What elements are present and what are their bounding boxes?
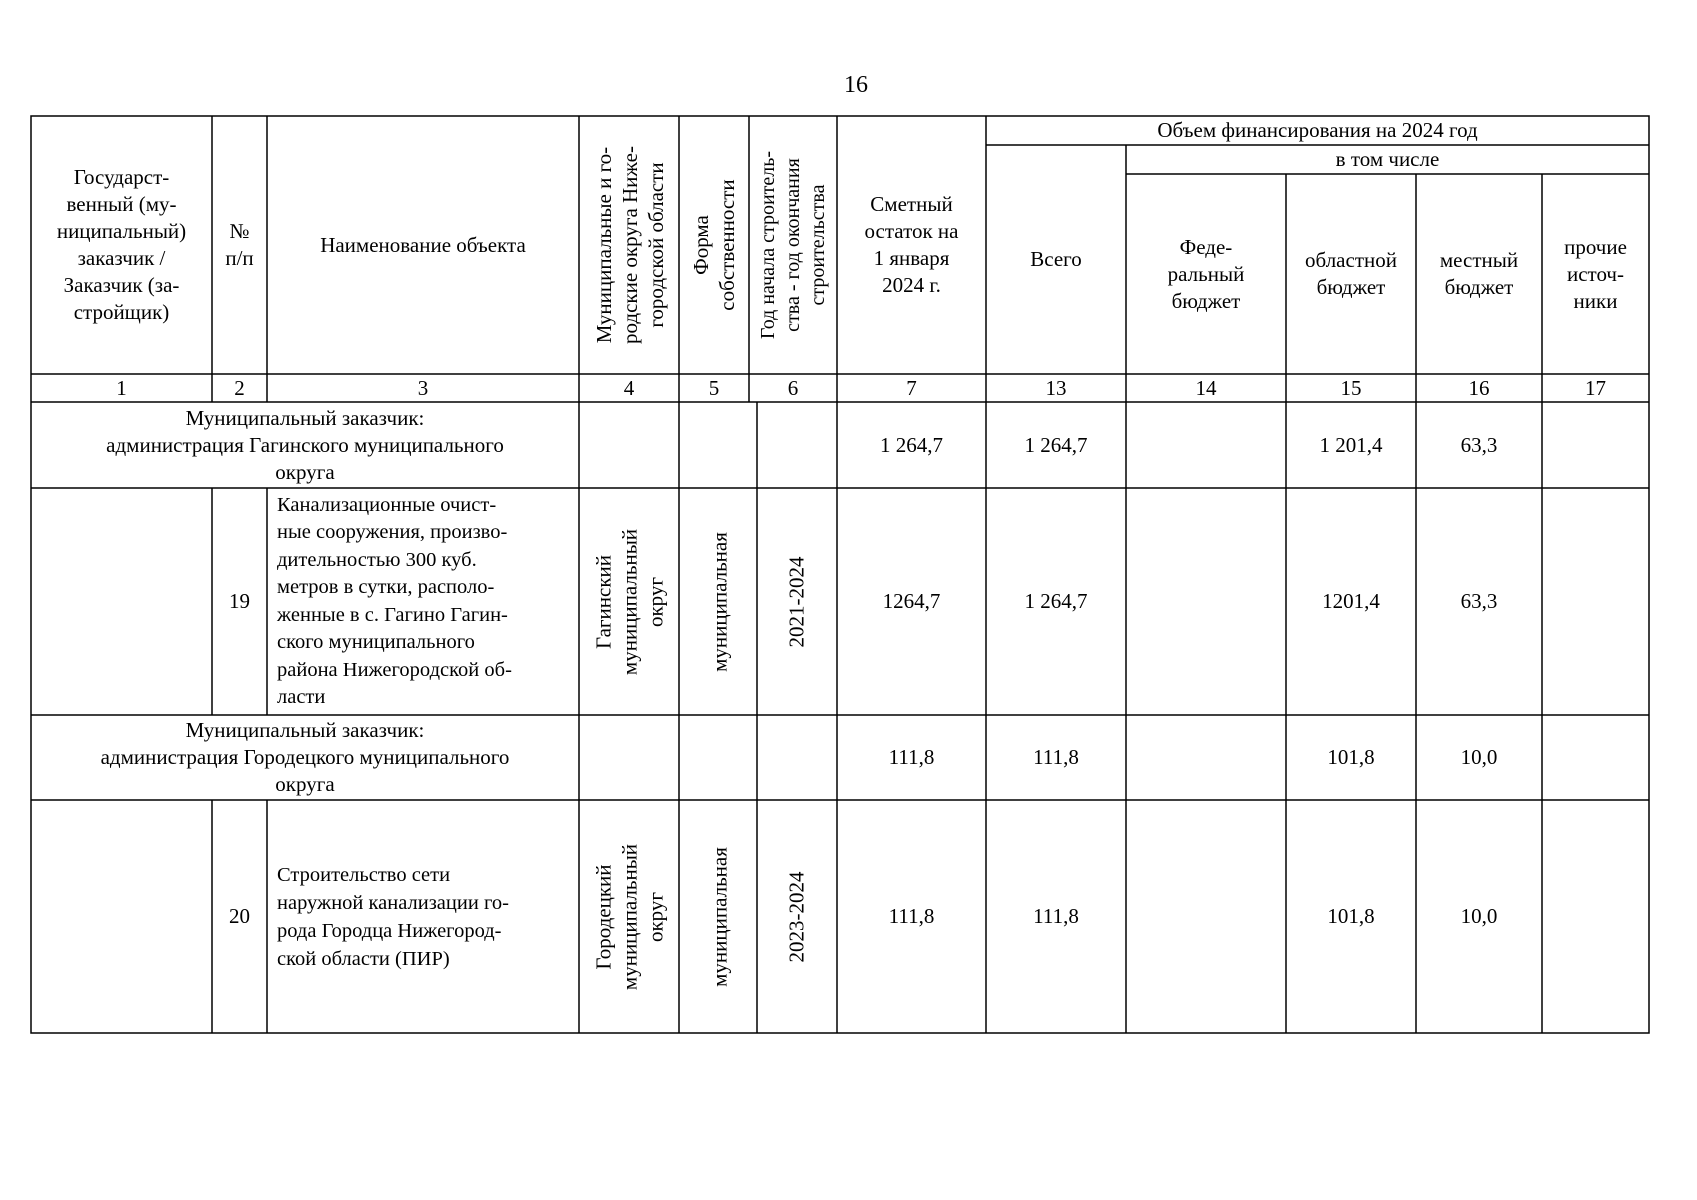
column-number: 6 xyxy=(787,376,799,400)
estimated-remainder-cell: 1 264,7 xyxy=(880,432,943,457)
page-number: 16 xyxy=(844,72,868,98)
object-name-cell: Строительство сети наружной канализации го- рода Городца Нижегород- ской области (ПИР) xyxy=(277,863,509,970)
estimated-remainder-cell: 111,8 xyxy=(888,745,935,769)
total-cell: 1 264,7 xyxy=(1024,432,1088,457)
header-object-name: Наименование объекта xyxy=(320,232,526,257)
header-construction-years: Год начала строитель- ства - год окончания строительства xyxy=(756,150,829,340)
header-local-budget: местный бюджет xyxy=(1439,248,1519,299)
column-number: 5 xyxy=(708,376,720,400)
object-number-cell: 20 xyxy=(229,904,250,928)
ownership-cell: муниципальная xyxy=(707,847,732,987)
regional-budget-cell: 1201,4 xyxy=(1322,589,1380,613)
years-cell: 2021-2024 xyxy=(784,556,809,648)
header-number: № п/п xyxy=(225,219,254,270)
regional-budget-cell: 1 201,4 xyxy=(1319,432,1383,457)
header-including: в том числе xyxy=(1335,147,1440,171)
local-budget-cell: 63,3 xyxy=(1460,589,1498,613)
object-name-cell: Канализационные очист- ные сооружения, произво- дительностью 300 куб. метров в сутки, располо- женные в с. Гагино Гагин- ского муниципального района Нижегородской об- ласти xyxy=(277,493,512,708)
regional-budget-cell: 101,8 xyxy=(1327,745,1375,769)
header-regional-budget: областной бюджет xyxy=(1305,248,1397,299)
column-number: 3 xyxy=(417,376,429,400)
local-budget-cell: 63,3 xyxy=(1460,432,1498,457)
column-number: 4 xyxy=(623,376,635,400)
object-number-cell: 19 xyxy=(229,589,250,613)
header-district: Муниципальные и го- родские округа Ниже- городской области xyxy=(592,146,668,344)
years-cell: 2023-2024 xyxy=(784,871,809,963)
column-number: 1 xyxy=(116,376,127,400)
column-number: 2 xyxy=(234,376,245,400)
district-cell: Гагинский муниципальный округ xyxy=(591,528,668,676)
customer-group-label: Муниципальный заказчик: администрация Городецкого муниципального округа xyxy=(100,718,510,796)
column-number: 15 xyxy=(1340,376,1362,400)
header-total: Всего xyxy=(1030,247,1082,271)
column-number: 16 xyxy=(1468,376,1490,400)
header-customer: Государст- венный (му- ниципальный) заказчик / Заказчик (за- стройщик) xyxy=(56,165,187,324)
header-estimated-remainder: Сметный остаток на 1 января 2024 г. xyxy=(864,192,959,297)
local-budget-cell: 10,0 xyxy=(1460,745,1498,769)
regional-budget-cell: 101,8 xyxy=(1327,904,1375,928)
header-ownership: Форма собственности xyxy=(689,179,739,311)
district-cell: Городецкий муниципальный округ xyxy=(591,843,668,991)
local-budget-cell: 10,0 xyxy=(1460,904,1498,928)
column-number: 17 xyxy=(1585,376,1606,400)
column-number: 14 xyxy=(1195,376,1217,400)
header-federal-budget: Феде- ральный бюджет xyxy=(1167,234,1245,313)
ownership-cell: муниципальная xyxy=(707,532,732,672)
estimated-remainder-cell: 1264,7 xyxy=(882,589,941,613)
column-number: 13 xyxy=(1045,376,1067,400)
column-number: 7 xyxy=(906,376,917,400)
total-cell: 1 264,7 xyxy=(1024,589,1088,613)
total-cell: 111,8 xyxy=(1033,904,1079,928)
estimated-remainder-cell: 111,8 xyxy=(888,904,935,928)
customer-group-label: Муниципальный заказчик: администрация Гагинского муниципального округа xyxy=(106,405,504,484)
total-cell: 111,8 xyxy=(1033,745,1079,769)
header-funding-group: Объем финансирования на 2024 год xyxy=(1157,118,1478,142)
header-other-sources: прочие источ- ники xyxy=(1564,234,1627,313)
